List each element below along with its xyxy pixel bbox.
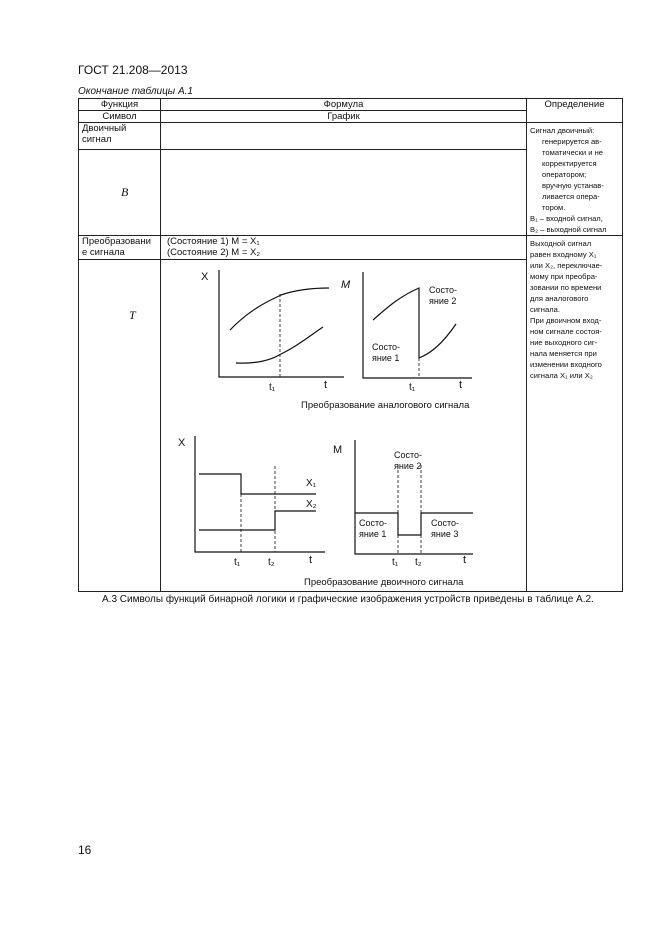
binary-def-b1: В₁ – входной сигнал,: [530, 214, 603, 223]
analog-right-state1-a: Состо-: [372, 342, 401, 352]
analog-right-state2-b: яние 2: [429, 296, 457, 306]
transform-def-line: ном сигнале состоя-: [530, 327, 602, 336]
transform-def-line: сигнала X₁ или X₂: [530, 371, 593, 380]
binary-def-line: ливается опера-: [542, 192, 600, 201]
head-symbol: Символ: [79, 111, 161, 123]
analog-left-ylabel: X: [201, 271, 209, 283]
transform-graph-cell: [161, 260, 527, 592]
analog-right-state2-a: Состо-: [429, 285, 458, 295]
analog-right-ylabel: M: [341, 279, 351, 291]
binary-def-b2: В₂ – выходной сигнал: [530, 225, 607, 234]
binary-left-ylabel: X: [178, 437, 186, 449]
transform-function-cell: [79, 236, 161, 260]
head-definition: Определение: [527, 99, 623, 123]
binary-def-line: корректируется: [542, 159, 597, 168]
page-number: 16: [78, 843, 92, 857]
transform-function: Преобразовани е сигнала: [82, 236, 151, 258]
transform-def-line: мому при преобра-: [530, 272, 598, 281]
transform-def-line: При двоичном вход-: [530, 316, 602, 325]
head-formula: Формула: [161, 99, 527, 111]
binary-definition: [527, 123, 623, 236]
binary-caption: Преобразование двоичного сигнала: [304, 577, 464, 588]
head-function: Функция: [79, 99, 161, 111]
transform-symbol-cell: [79, 260, 161, 592]
binary-def-line: генерируется ав-: [542, 137, 602, 146]
table-a1-continuation: [78, 98, 623, 592]
binary-right-state2-b: яние 2: [394, 461, 422, 471]
transform-symbol: T: [129, 308, 136, 322]
binary-left-x1: X₁: [306, 478, 317, 489]
binary-graph-cell: [161, 150, 527, 236]
formula-state-1: (Состояние 1) M = X₁: [167, 236, 260, 247]
analog-left-axes: [219, 270, 344, 377]
transform-definition: [527, 236, 623, 592]
transform-formula-cell: [161, 236, 527, 260]
analog-left-t: t: [324, 379, 328, 391]
binary-left-x2-line: [199, 511, 316, 530]
analog-left-curve-lower: [236, 327, 323, 363]
transform-def-line: ние выходного сиг-: [530, 338, 598, 347]
transform-def-line: сигнала.: [530, 305, 560, 314]
binary-right-t2: t₂: [415, 557, 422, 568]
binary-formula-cell: [161, 123, 527, 150]
transform-def-line: равен входному X₁: [530, 250, 597, 259]
binary-right-ylabel: M: [333, 444, 343, 456]
binary-right-state2-a: Состо-: [394, 450, 423, 460]
binary-left-t: t: [309, 554, 313, 566]
transform-def-line: Выходной сигнал: [530, 239, 592, 248]
binary-right-t: t: [463, 554, 467, 566]
formula-state-2: (Состояние 2) M = X₂: [167, 247, 261, 258]
binary-function: Двоичный сигнал: [82, 123, 127, 145]
binary-def-first: Сигнал двоичный:: [530, 126, 595, 135]
binary-function-cell: [79, 123, 161, 150]
binary-symbol: B: [121, 184, 129, 199]
binary-right-t1: t₁: [392, 557, 399, 568]
binary-left-x2: X₂: [306, 499, 317, 510]
analog-left-curve-upper: [230, 288, 329, 330]
binary-def-line: тором.: [542, 203, 566, 212]
table-caption: Окончание таблицы А.1: [78, 86, 193, 97]
transform-def-line: изменении входного: [530, 360, 602, 369]
binary-left-t1: t₁: [234, 557, 241, 568]
binary-left-x1-line: [199, 474, 316, 494]
analog-right-t1: t₁: [409, 382, 416, 393]
transform-def-line: нала меняется при: [530, 349, 597, 358]
binary-right-state1-a: Состо-: [359, 518, 388, 528]
transform-def-line: или X₂, переключае-: [530, 261, 603, 270]
analog-caption: Преобразование аналогового сигнала: [301, 400, 470, 411]
transform-def-line: для аналогового: [530, 294, 589, 303]
analog-right-t: t: [459, 379, 463, 391]
binary-left-t2: t₂: [268, 557, 275, 568]
binary-right-state3-a: Состо-: [431, 518, 460, 528]
analog-left-t1: t₁: [269, 382, 276, 393]
footnote-a3: А.3 Символы функций бинарной логики и графические изображения устройств приведены в таблице А.2.: [102, 594, 594, 605]
head-graph: График: [161, 111, 527, 123]
binary-symbol-cell: [79, 150, 161, 236]
binary-def-line: оператором;: [542, 170, 587, 179]
binary-right-state1-b: яние 1: [359, 529, 387, 539]
analog-right-state1-b: яние 1: [372, 353, 400, 363]
binary-def-line: вручную устанав-: [542, 181, 604, 190]
binary-def-line: томатически и не: [542, 148, 604, 157]
binary-right-state3-b: яние 3: [431, 529, 459, 539]
document-header: ГОСТ 21.208—2013: [78, 63, 188, 77]
transform-def-line: зовании по времени: [530, 283, 602, 292]
transform-graphs: [161, 260, 511, 591]
